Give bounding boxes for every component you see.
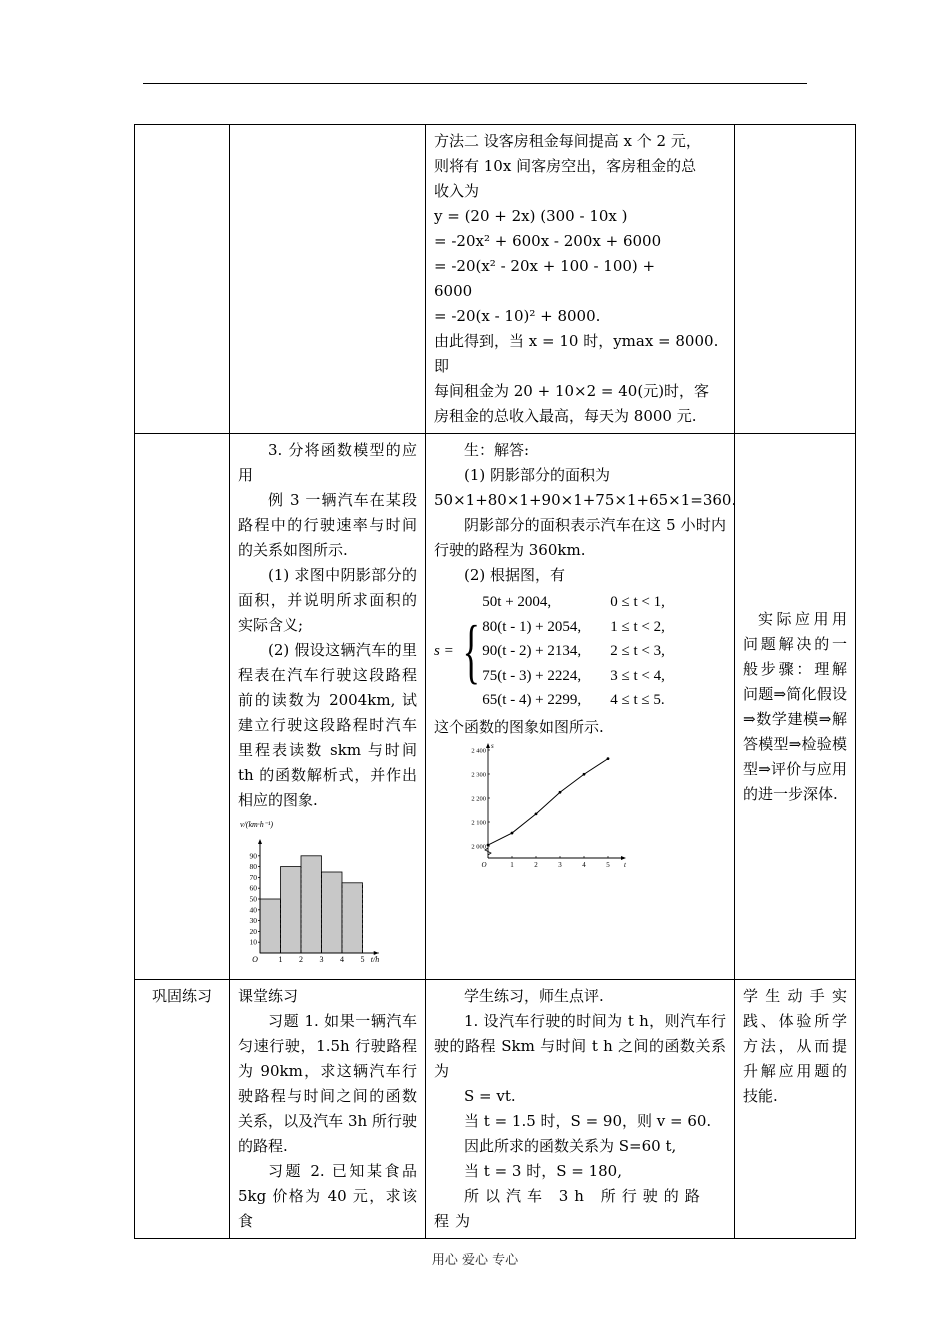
formula-line: = -20x² + 600x - 200x + 6000 [434, 232, 662, 250]
y-tick-label: 2 100 [471, 819, 486, 826]
data-point [487, 843, 490, 846]
bar [322, 872, 343, 953]
data-point [511, 831, 514, 834]
piecewise-case [482, 615, 665, 640]
y-tick-label: 50 [249, 894, 257, 904]
case-expression: 75(t - 3) + 2224, [482, 667, 582, 684]
section-heading: 课堂练习 [238, 987, 299, 1005]
text-line: 房租金的总收入最高，每天为 8000 元. [434, 407, 697, 425]
x-tick-label: O [252, 955, 258, 964]
y-axis-label: s [491, 741, 494, 750]
y-axis-label: v/(km·h⁻¹) [240, 820, 274, 829]
row2-solution-cell [426, 434, 735, 980]
piecewise-case [482, 688, 665, 713]
page-footer: 用心 爱心 专心 [431, 1253, 519, 1268]
bar [260, 899, 281, 953]
x-tick-label: 4 [582, 860, 586, 869]
formula-line: y = (20 + 2x) (300 - 10x ) [434, 207, 628, 225]
table-row [135, 434, 856, 980]
piecewise-function [434, 590, 726, 713]
note-text: 学生动手实践、体验所学方法，从而提升解应用题的技能. [743, 987, 847, 1105]
header-rule [143, 83, 807, 84]
row2-note-cell [735, 434, 856, 980]
formula-line: 6000 [434, 282, 473, 300]
text-line: 由此得到，当 x = 10 时，ymax = 8000. 即 [434, 332, 719, 375]
row3-note-cell [735, 980, 856, 1239]
answer-line: 这个函数的图象如图所示. [434, 717, 604, 736]
x-axis-label: t [624, 860, 626, 869]
note-text: 实际应用用问题解决的一般步骤：理解问题⇒简化假设⇒数学建模⇒解答模型⇒检验模型⇒评价与应用的进一步深体. [743, 609, 847, 803]
x-axis-label: t/h [370, 955, 380, 964]
answer-line: 当 t = 1.5 时，S = 90，则 v = 60. [464, 1112, 712, 1130]
piecewise-lhs: s = [434, 642, 454, 659]
answer-line: (2) 根据图，有 [464, 566, 566, 584]
y-tick-label: 2 400 [471, 747, 486, 754]
piecewise-case [482, 639, 665, 664]
answer-line: 学生练习，师生点评. [464, 987, 604, 1005]
formula-line: = -20(x - 10)² + 8000. [434, 307, 601, 325]
formula-line: = -20(x² - 20x + 100 - 100) + [434, 257, 656, 275]
y-tick-label: 2 200 [471, 795, 486, 802]
row2-content-cell [230, 434, 426, 980]
text-line: 则将有 10x 间客房空出，客房租金的总 [434, 157, 697, 175]
bar [281, 867, 302, 953]
answer-line: 所以汽车 3h 所行驶的路程为 [434, 1187, 706, 1230]
formula-line: S = vt. [464, 1087, 516, 1105]
example-text: 例 3 一辆汽车在某段路程中的行驶速率与时间的关系如图所示. [238, 491, 417, 559]
text-line: 方法二 设客房租金每间提高 x 个 2 元， [434, 132, 701, 150]
row1-solution-cell [426, 125, 735, 434]
row3-content-cell [230, 980, 426, 1239]
y-tick-label: 80 [249, 862, 257, 872]
x-tick-label: 3 [558, 860, 562, 869]
data-point [583, 772, 586, 775]
case-condition: 0 ≤ t < 1, [610, 594, 665, 610]
lesson-table [134, 124, 856, 1239]
answer-line: 阴影部分的面积表示汽车在这 5 小时内行驶的路程为 360km. [434, 516, 726, 559]
y-arrow-icon [486, 743, 490, 748]
case-condition: 3 ≤ t < 4, [610, 667, 665, 684]
answer-line: 当 t = 3 时，S = 180, [464, 1162, 622, 1180]
row3-solution-cell [426, 980, 735, 1239]
y-tick-label: 2 000 [471, 843, 486, 850]
section-heading: 3. 分将函数模型的应用 [238, 441, 417, 484]
stage-label: 巩固练习 [135, 980, 230, 1239]
data-point [535, 812, 538, 815]
row1-note-cell [735, 125, 856, 434]
case-condition: 2 ≤ t < 3, [610, 643, 665, 659]
question-2: (2) 假设这辆汽车的里程表在汽车行驶这段路程前的读数为 2004km, 试建立行驶这段路程时汽车里程表读数 skm 与时间 th 的函数解析式，并作出相应的图象. [238, 641, 417, 809]
answer-line: (1) 阴影部分的面积为 [464, 466, 611, 484]
y-arrow-icon [258, 839, 262, 844]
y-tick-label: 90 [249, 851, 257, 861]
y-tick-label: 60 [249, 883, 257, 893]
data-point [559, 790, 562, 793]
y-tick-label: 10 [249, 937, 257, 947]
x-tick-label: 1 [278, 955, 283, 964]
answer-intro: 生：解答: [464, 441, 530, 459]
y-tick-label: 2 300 [471, 771, 486, 778]
answer-line: 1. 设汽车行驶的时间为 t h，则汽车行驶的路程 Skm 与时间 t h 之间的函数关系为 [434, 1012, 726, 1080]
piecewise-case [482, 664, 665, 689]
x-tick-label: 5 [360, 955, 365, 964]
mileage-line-chart [462, 740, 632, 875]
x-tick-label: 2 [534, 860, 538, 869]
velocity-bar-chart [238, 817, 403, 967]
left-brace-icon: { [462, 611, 480, 692]
row1-stage-cell [135, 125, 230, 434]
case-condition: 1 ≤ t < 2, [610, 618, 665, 635]
exercise-1: 习题 1. 如果一辆汽车匀速行驶，1.5h 行驶路程为 90km，求这辆汽车行驶路程与时间之间的函数关系，以及汽车 3h 所行驶的路程. [238, 1012, 417, 1155]
answer-line: 因此所求的函数关系为 S=60 t, [464, 1137, 677, 1155]
text-line: 每间租金为 20 + 10×2 = 40(元)时，客 [434, 382, 710, 400]
case-expression: 80(t - 1) + 2054, [482, 618, 582, 635]
x-tick-label: 5 [606, 860, 610, 869]
data-point [607, 757, 610, 760]
x-tick-label: 2 [299, 955, 303, 964]
series-line [488, 758, 608, 844]
table-row [135, 125, 856, 434]
bar [342, 883, 363, 953]
x-tick-label: O [481, 860, 487, 869]
exercise-2: 习题 2. 已知某食品 5kg 价格为 40 元，求该食 [238, 1162, 417, 1230]
case-expression: 65(t - 4) + 2299, [482, 692, 582, 708]
question-1: (1) 求图中阴影部分的面积，并说明所求面积的实际含义; [238, 566, 417, 634]
row1-content-cell [230, 125, 426, 434]
answer-line: 50×1+80×1+90×1+75×1+65×1=360. [434, 491, 737, 509]
y-tick-label: 20 [249, 926, 257, 936]
x-tick-label: 3 [319, 955, 324, 964]
piecewise-case [482, 590, 665, 615]
y-tick-label: 40 [249, 905, 257, 915]
y-tick-label: 70 [249, 872, 257, 882]
case-condition: 4 ≤ t ≤ 5. [610, 692, 665, 708]
x-tick-label: 1 [510, 860, 514, 869]
y-tick-label: 30 [249, 916, 257, 926]
row2-stage-cell [135, 434, 230, 980]
piecewise-cases [482, 590, 665, 713]
x-arrow-icon [621, 856, 626, 860]
text-line: 收入为 [434, 182, 480, 200]
case-expression: 50t + 2004, [482, 594, 552, 610]
table-row [135, 980, 856, 1239]
x-tick-label: 4 [340, 955, 344, 964]
case-expression: 90(t - 2) + 2134, [482, 643, 582, 659]
bar [301, 856, 322, 953]
